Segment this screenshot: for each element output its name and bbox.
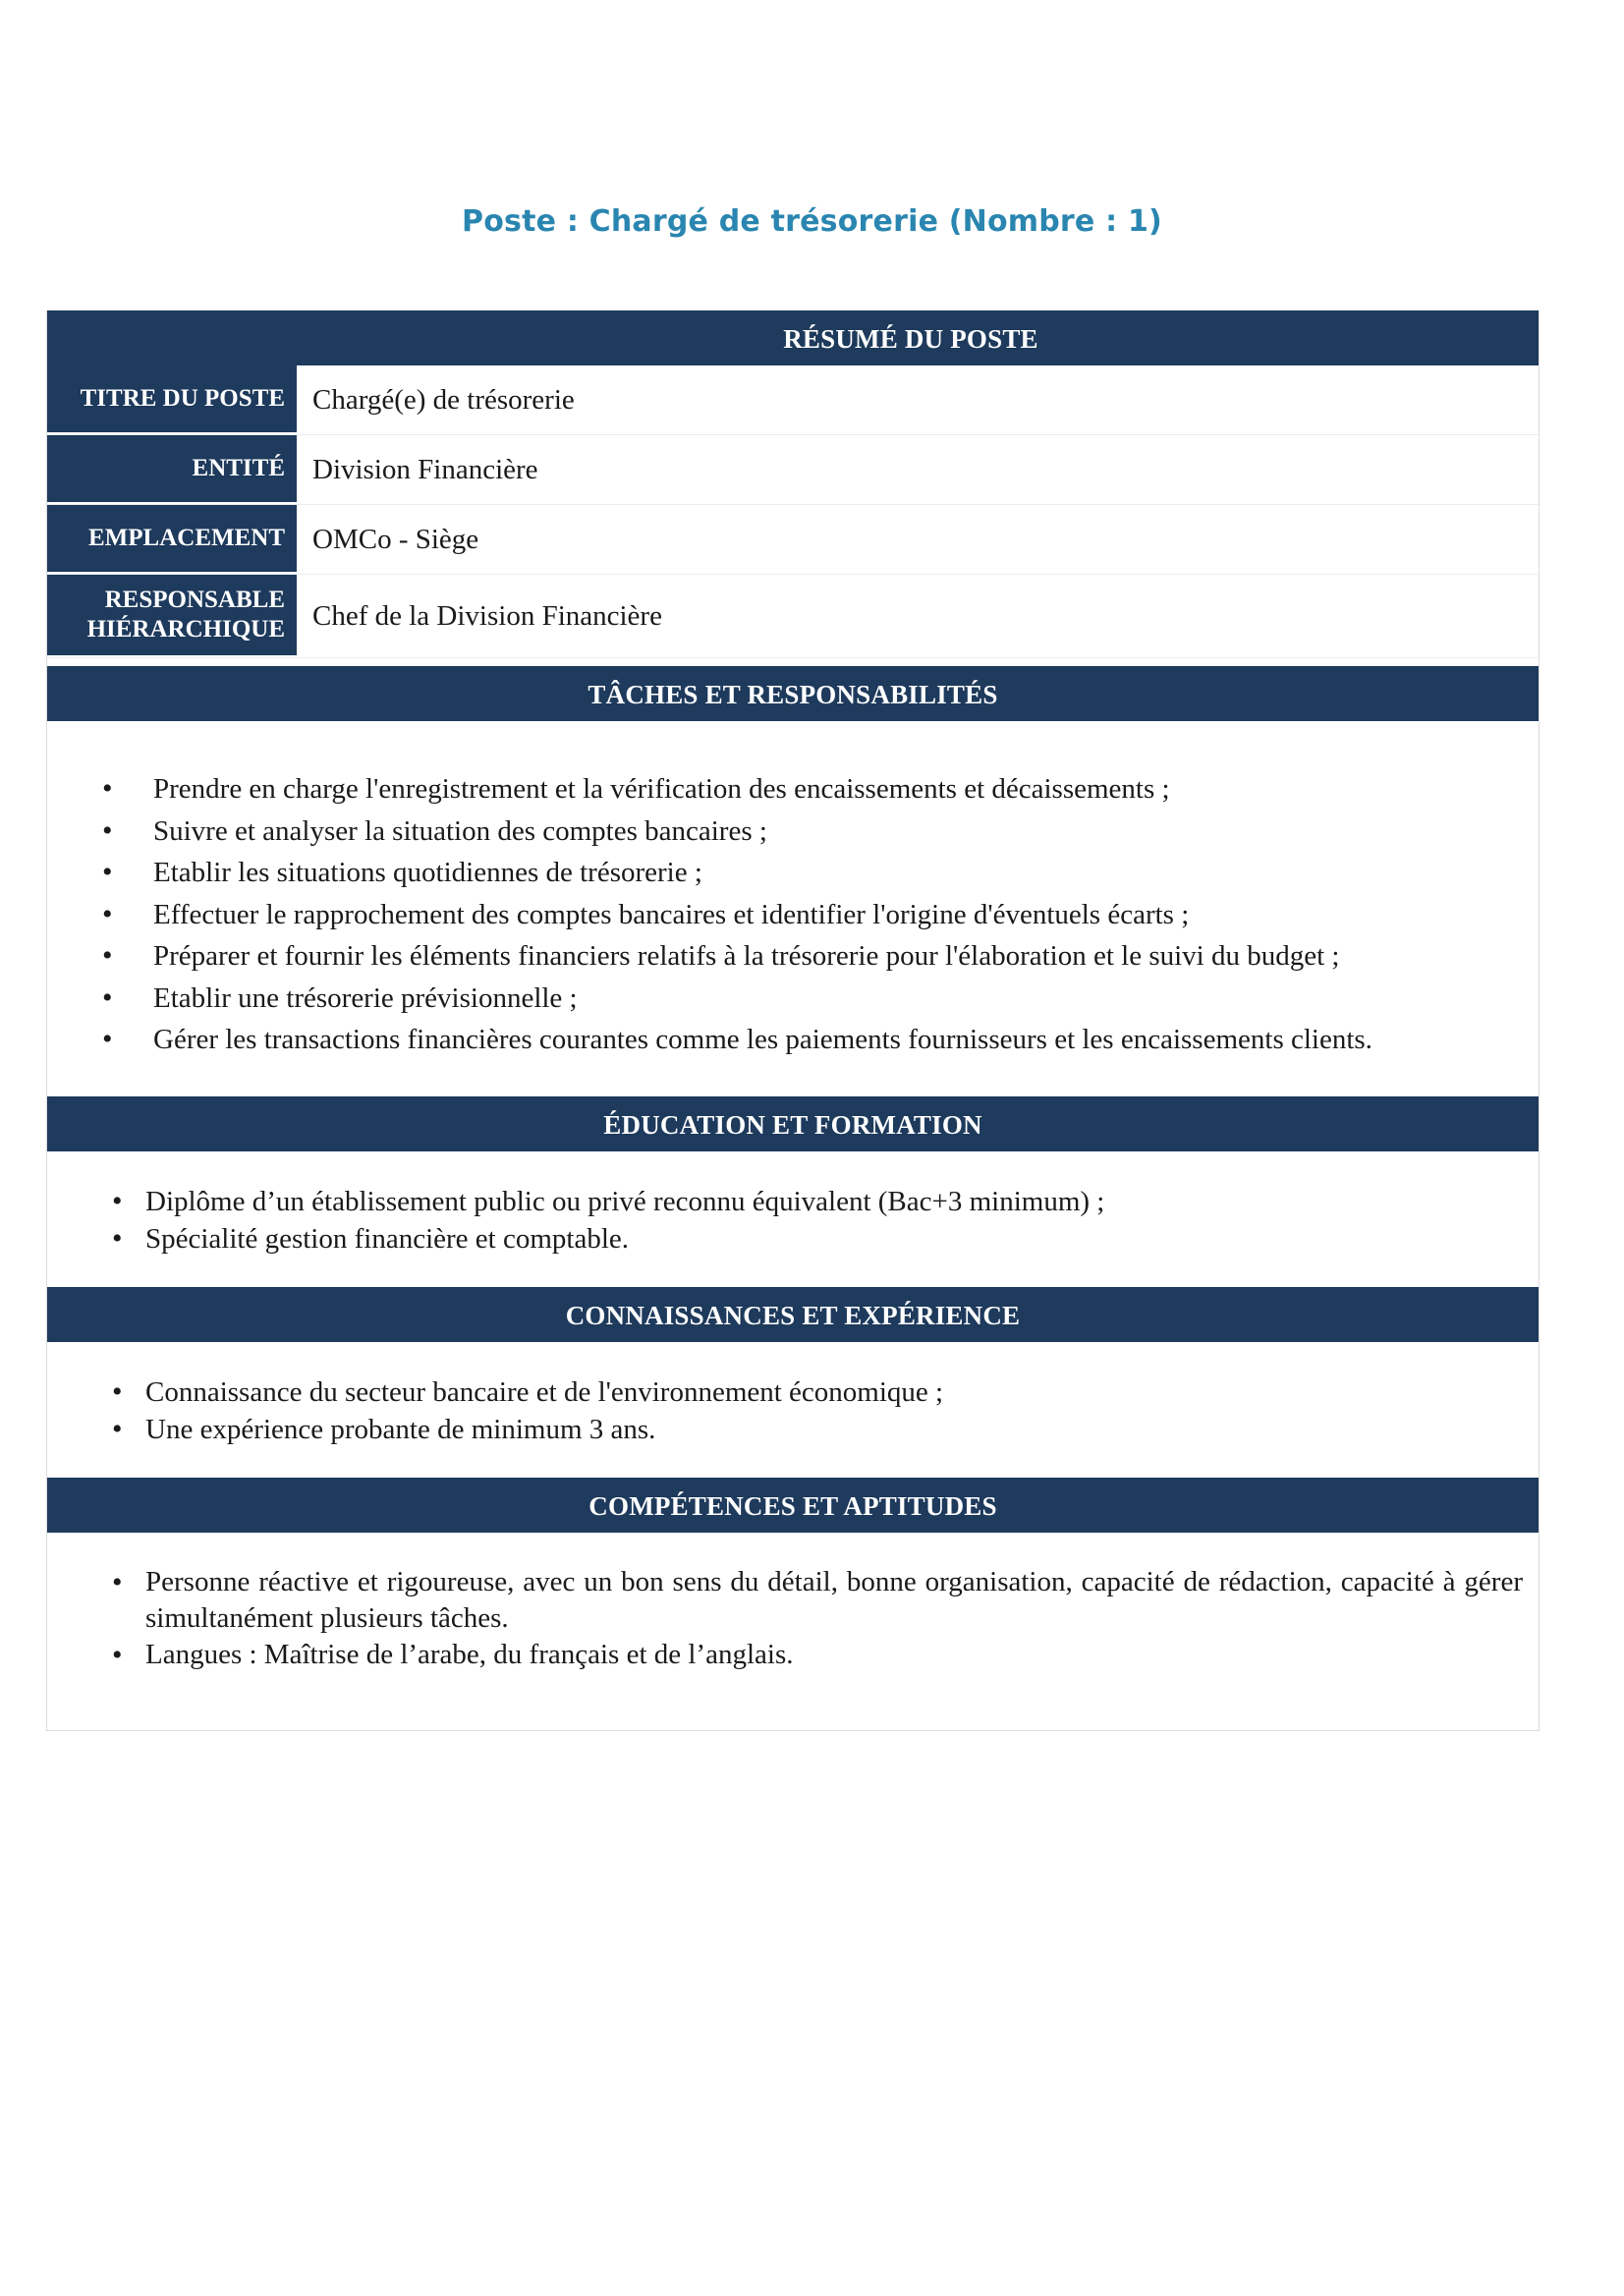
skills-header: COMPÉTENCES ET APTITUDES <box>47 1478 1539 1533</box>
education-list <box>112 1183 1523 1258</box>
list-item: • Une expérience probante de minimum 3 ans. <box>112 1411 1523 1448</box>
list-item: • Prendre en charge l'enregistrement et la vérification des encaissements et décaissements ; <box>102 768 1519 811</box>
info-row-location <box>47 505 1539 575</box>
info-label-job-title: TITRE DU POSTE <box>47 365 297 434</box>
info-label-manager <box>47 575 297 657</box>
tasks-list <box>102 768 1519 1061</box>
info-label-location: EMPLACEMENT <box>47 505 297 574</box>
list-item: • Diplôme d’un établissement public ou privé reconnu équivalent (Bac+3 minimum) ; <box>112 1183 1523 1220</box>
skills-list <box>112 1564 1523 1673</box>
page-title: Poste : Chargé de trésorerie (Nombre : 1) <box>462 204 1162 239</box>
list-item: • Etablir les situations quotidiennes de trésorerie ; <box>102 852 1519 894</box>
list-item: • Gérer les transactions financières courantes comme les paiements fournisseurs et les encaissements clients. <box>102 1019 1519 1061</box>
knowledge-list <box>112 1373 1523 1448</box>
list-item: • Personne réactive et rigoureuse, avec un bon sens du détail, bonne organisation, capacité de rédaction, capacité à gérer simultanément plusieurs tâches. <box>112 1564 1523 1637</box>
tasks-header: TÂCHES ET RESPONSABILITÉS <box>47 666 1539 721</box>
tasks-section <box>47 721 1539 1096</box>
skills-section <box>47 1533 1539 1730</box>
list-item: • Effectuer le rapprochement des comptes bancaires et identifier l'origine d'éventuels écarts ; <box>102 894 1519 936</box>
list-item: • Spécialité gestion financière et comptable. <box>112 1220 1523 1258</box>
education-section <box>47 1151 1539 1287</box>
education-header: ÉDUCATION ET FORMATION <box>47 1096 1539 1151</box>
info-row-manager <box>47 575 1539 658</box>
info-label-entity: ENTITÉ <box>47 435 297 504</box>
list-item: • Suivre et analyser la situation des comptes bancaires ; <box>102 811 1519 853</box>
info-value-manager: Chef de la Division Financière <box>312 599 662 632</box>
info-value-entity: Division Financière <box>312 453 538 485</box>
job-description-document <box>46 310 1540 1731</box>
list-item: • Préparer et fournir les éléments financiers relatifs à la trésorerie pour l'élaboration et le suivi du budget ; <box>102 935 1519 978</box>
info-row-job-title <box>47 365 1539 435</box>
info-row-entity <box>47 435 1539 505</box>
info-label-manager-line2: HIÉRARCHIQUE <box>86 616 285 643</box>
info-value-job-title: Chargé(e) de trésorerie <box>312 383 575 416</box>
list-item: • Etablir une trésorerie prévisionnelle ; <box>102 978 1519 1020</box>
info-value-location: OMCo - Siège <box>312 523 479 555</box>
summary-header-text: RÉSUMÉ DU POSTE <box>783 324 1038 354</box>
knowledge-header: CONNAISSANCES ET EXPÉRIENCE <box>47 1287 1539 1342</box>
info-label-manager-line1: RESPONSABLE <box>104 587 285 613</box>
knowledge-section <box>47 1342 1539 1478</box>
list-item: • Connaissance du secteur bancaire et de l'environnement économique ; <box>112 1373 1523 1411</box>
list-item: • Langues : Maîtrise de l’arabe, du français et de l’anglais. <box>112 1637 1523 1673</box>
summary-header <box>47 310 1539 365</box>
